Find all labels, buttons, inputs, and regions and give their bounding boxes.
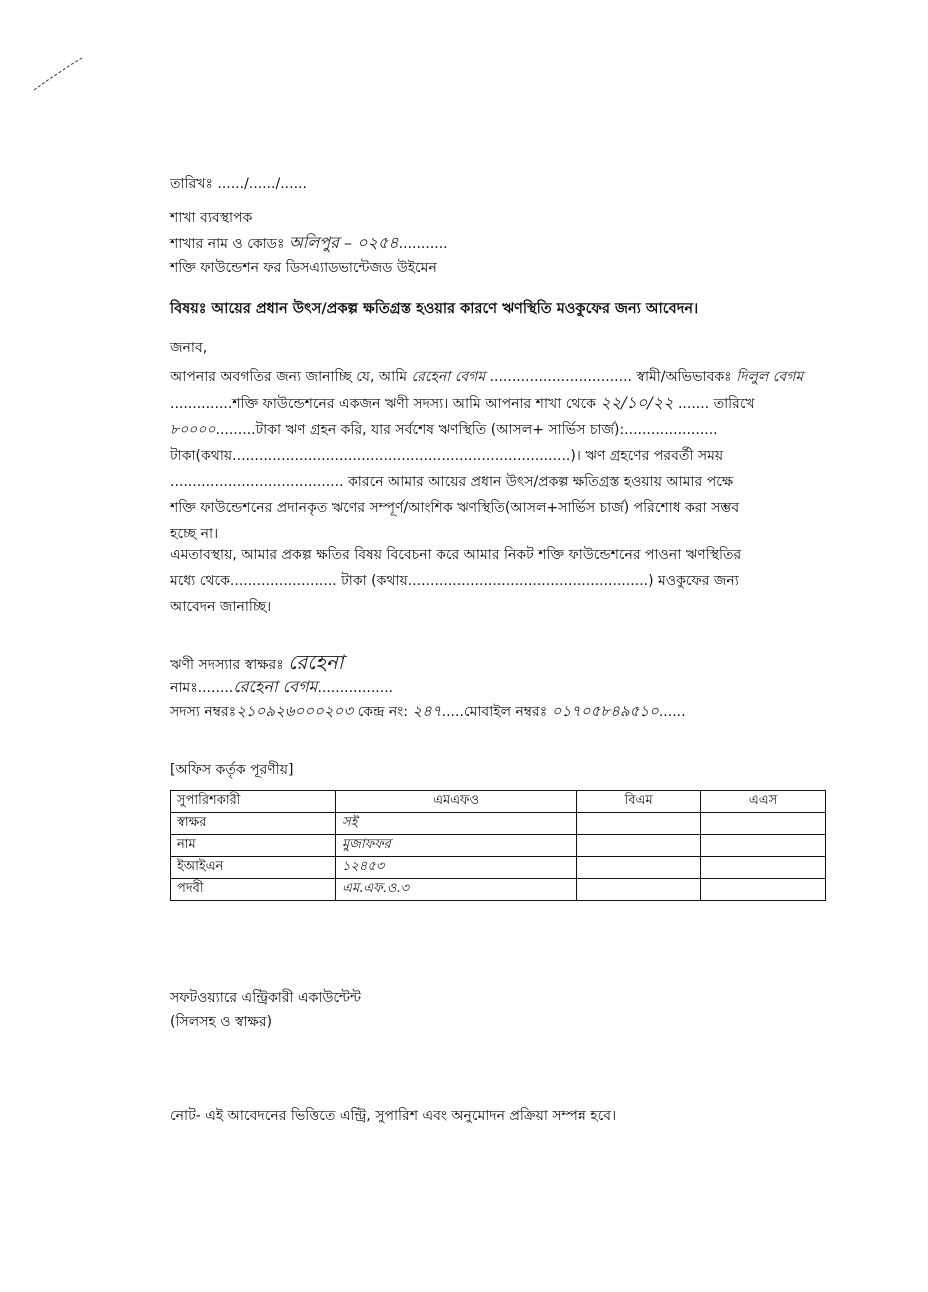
as-cell bbox=[701, 835, 826, 857]
borrower-signature: রেহেনা bbox=[288, 650, 344, 674]
p1-line-3: ৮০০০০.........টাকা ঋণ গ্রহন করি, যার সর্বশেষ ঋণস্থিতি (আসল+ সার্ভিস চার্জ):..................... bbox=[170, 422, 718, 438]
p2-line-3: আবেদন জানাচ্ছি। bbox=[170, 599, 272, 615]
p1-line-7: হচ্ছে না। bbox=[170, 526, 219, 542]
accountant-seal-note: (সিলসহ ও স্বাক্ষর) bbox=[170, 1014, 273, 1030]
loan-date-handwritten: ২২/১০/২২ bbox=[600, 393, 674, 412]
branch-dots: ........... bbox=[398, 236, 448, 252]
manager-title: শাখা ব্যবস্থাপক bbox=[170, 210, 253, 226]
table-header-row bbox=[171, 791, 826, 813]
row-label: নাম bbox=[171, 835, 336, 857]
accountant-title: সফটওয়্যারে এন্ট্রিকারী একাউন্টেন্ট bbox=[170, 990, 362, 1006]
borrower-name-line: নামঃ........রেহেনা বেগম................. bbox=[170, 677, 394, 696]
name-label: নামঃ bbox=[170, 680, 198, 696]
table-row bbox=[171, 879, 826, 901]
recommendation-table bbox=[170, 790, 826, 901]
footer-note: নোট- এই আবেদনের ভিত্তিতে এন্ট্রি, সুপারিশ এবং অনুমোদন প্রক্রিয়া সম্পন্ন হবে। bbox=[170, 1108, 617, 1124]
p1-line-5: ....................................... কারনে আমার আয়ের প্রধান উৎস/প্রকল্প ক্ষতিগ্রস্ত হওয়ায় আমার পক্ষে bbox=[170, 474, 734, 490]
bm-cell bbox=[577, 813, 701, 835]
office-use-note: [অফিস কর্তৃক পূরণীয়] bbox=[170, 762, 294, 778]
branch-handwritten: অলিপুর – ০২৫৪ bbox=[288, 233, 399, 252]
header-mfo: এমএফও bbox=[336, 791, 577, 813]
as-cell bbox=[701, 879, 826, 901]
subject-line: বিষয়ঃ আয়ের প্রধান উৎস/প্রকল্প ক্ষতিগ্রস্ত হওয়ার কারণে ঋণস্থিতি মওকুফের জন্য আবেদন। bbox=[170, 301, 699, 317]
table-row bbox=[171, 813, 826, 835]
mobile-number-handwritten: ০১৭০৫৮৪৯৫১০ bbox=[551, 702, 659, 720]
mfo-ein: ১২৪৫৩ bbox=[336, 857, 577, 879]
paragraph-2 bbox=[170, 542, 828, 620]
date-line: তারিখঃ ....../....../...... bbox=[170, 176, 307, 192]
signature-label: ঋণী সদস্যার স্বাক্ষরঃ bbox=[170, 657, 284, 673]
as-cell bbox=[701, 813, 826, 835]
paragraph-1 bbox=[170, 364, 828, 547]
p1-line-2: ..............শক্তি ফাউন্ডেশনের একজন ঋণী সদস্য। আমি আপনার শাখা থেকে ২২/১০/২২ ....... তারিখে bbox=[170, 393, 755, 412]
mfo-signature: সই bbox=[336, 813, 577, 835]
branch-line bbox=[170, 230, 448, 257]
p2-line-1: এমতাবস্থায়, আমার প্রকল্প ক্ষতির বিষয় বিবেচনা করে আমার নিকট শক্তি ফাউন্ডেশনের পাওনা ঋণস্থিতির bbox=[170, 547, 742, 563]
bm-cell bbox=[577, 835, 701, 857]
organization-name: শক্তি ফাউন্ডেশন ফর ডিসএ্যাডভান্টেজড উইমেন bbox=[170, 260, 437, 276]
row-label: স্বাক্ষর bbox=[171, 813, 336, 835]
loan-amount-handwritten: ৮০০০০ bbox=[170, 422, 216, 438]
header-as: এএস bbox=[701, 791, 826, 813]
member-info-line: সদস্য নম্বরঃ২১০৯২৬০০০২০৩ কেন্দ্র নং: ২৪৭.....মোবাইল নম্বরঃ ০১৭০৫৮৪৯৫১০...... bbox=[170, 702, 686, 720]
scan-mark bbox=[30, 52, 90, 96]
table-row bbox=[171, 835, 826, 857]
row-label: ইআইএন bbox=[171, 857, 336, 879]
header-bm: বিএম bbox=[577, 791, 701, 813]
guardian-handwritten: দিলুল বেগম bbox=[736, 369, 804, 385]
table-row bbox=[171, 857, 826, 879]
bm-cell bbox=[577, 879, 701, 901]
p1-line-4: টাকা(কথায়............................................................................)। ঋণ গ্রহণের পরবর্তী সময় bbox=[170, 448, 724, 464]
center-number-handwritten: ২৪৭ bbox=[412, 702, 442, 720]
member-name-handwritten: রেহেনা বেগম bbox=[411, 369, 486, 385]
header-recommender: সুপারিশকারী bbox=[171, 791, 336, 813]
mobile-label: মোবাইল নম্বরঃ bbox=[463, 704, 548, 720]
mfo-name: মুজাফফর bbox=[336, 835, 577, 857]
member-number-label: সদস্য নম্বরঃ bbox=[170, 704, 237, 720]
member-number-handwritten: ২১০৯২৬০০০২০৩ bbox=[236, 702, 354, 720]
as-cell bbox=[701, 857, 826, 879]
bm-cell bbox=[577, 857, 701, 879]
salutation: জনাব, bbox=[170, 340, 208, 356]
p2-line-2: মধ্যে থেকে........................ টাকা (কথায়......................................................) মওকুফের জন্য bbox=[170, 573, 739, 589]
p1-line-6: শক্তি ফাউন্ডেশনের প্রদানকৃত ঋণের সম্পূর্ণ/আংশিক ঋণস্থিতি(আসল+সার্ভিস চার্জ) পরিশোধ করা সম্ভব bbox=[170, 500, 740, 516]
mfo-designation: এম.এফ.ও.৩ bbox=[336, 879, 577, 901]
row-label: পদবী bbox=[171, 879, 336, 901]
p1-line-1: আপনার অবগতির জন্য জানাচ্ছি যে, আমি রেহেনা বেগম ................................ স্বামী/অভিভাবকঃ দিলুল বেগম bbox=[170, 369, 804, 385]
borrower-name-handwritten: রেহেনা বেগম bbox=[233, 677, 318, 696]
branch-label: শাখার নাম ও কোডঃ bbox=[170, 236, 285, 252]
center-label: কেন্দ্র নং: bbox=[357, 704, 408, 720]
